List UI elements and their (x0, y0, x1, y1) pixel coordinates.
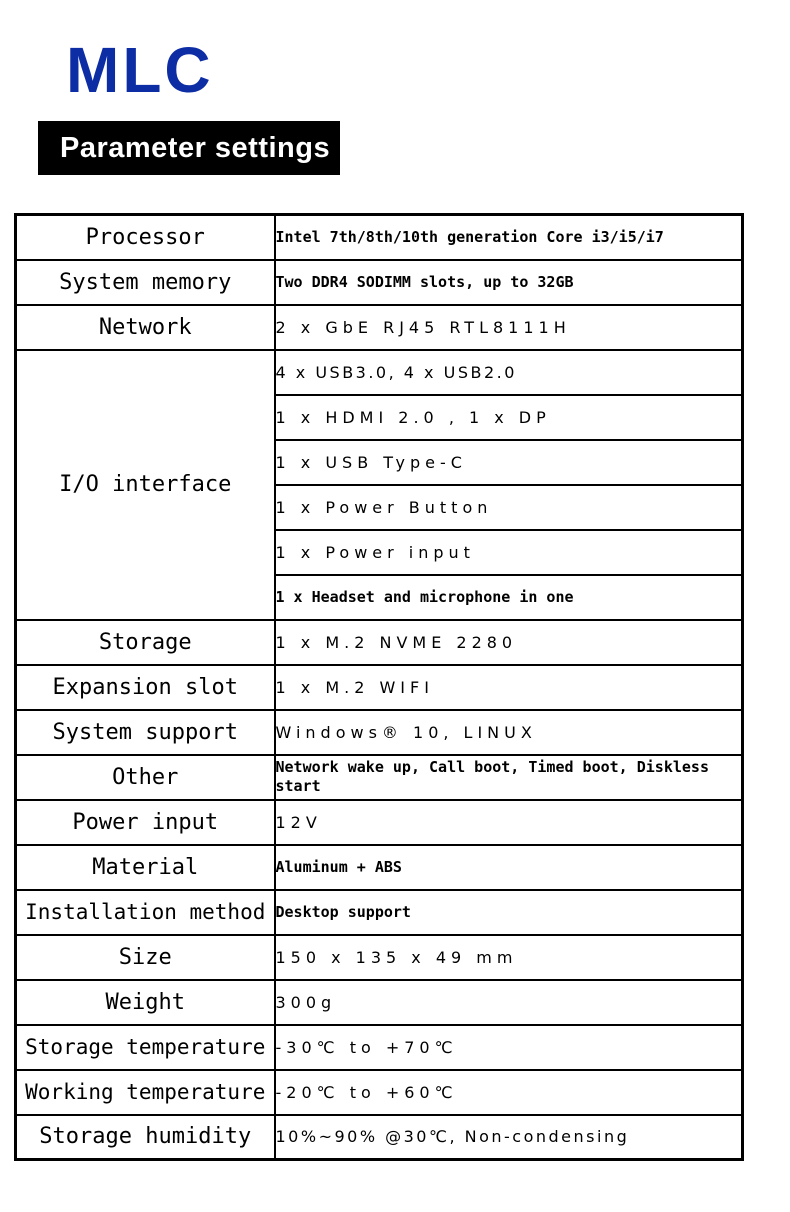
spec-label-processor: Processor (16, 215, 275, 260)
spec-label-storage-temperature: Storage temperature (16, 1025, 275, 1070)
table-row (16, 755, 743, 800)
spec-label-size: Size (16, 935, 275, 980)
spec-value-processor: Intel 7th/8th/10th generation Core i3/i5/i7 (275, 215, 743, 260)
spec-value-io-power-button: 1 x Power Button (275, 485, 743, 530)
spec-table (14, 213, 744, 1161)
spec-value-io-hdmi-dp: 1 x HDMI 2.0 , 1 x DP (275, 395, 743, 440)
spec-value-io-headset: 1 x Headset and microphone in one (275, 575, 743, 620)
spec-value-io-power-input: 1 x Power input (275, 530, 743, 575)
section-title-banner: Parameter settings (38, 121, 340, 175)
brand-logo: MLC (66, 34, 214, 106)
table-row (16, 980, 743, 1025)
spec-value-storage-temperature: -30℃ to +70℃ (275, 1025, 743, 1070)
spec-value-io-usb: 4 x USB3.0, 4 x USB2.0 (275, 350, 743, 395)
spec-label-network: Network (16, 305, 275, 350)
spec-value-network: 2 x GbE RJ45 RTL8111H (275, 305, 743, 350)
spec-label-power-input: Power input (16, 800, 275, 845)
spec-label-system-support: System support (16, 710, 275, 755)
spec-value-other: Network wake up, Call boot, Timed boot, Diskless start (275, 755, 743, 800)
table-row (16, 935, 743, 980)
spec-value-installation-method: Desktop support (275, 890, 743, 935)
table-row (16, 350, 743, 395)
table-row (16, 800, 743, 845)
table-row (16, 845, 743, 890)
spec-value-storage-humidity: 10%~90% @30℃, Non-condensing (275, 1115, 743, 1160)
spec-label-system-memory: System memory (16, 260, 275, 305)
table-row (16, 890, 743, 935)
spec-label-storage-humidity: Storage humidity (16, 1115, 275, 1160)
spec-label-weight: Weight (16, 980, 275, 1025)
spec-label-installation-method: Installation method (16, 890, 275, 935)
table-row (16, 665, 743, 710)
table-row (16, 305, 743, 350)
table-row (16, 710, 743, 755)
table-row (16, 1025, 743, 1070)
spec-value-power-input: 12V (275, 800, 743, 845)
spec-value-weight: 300g (275, 980, 743, 1025)
spec-value-io-usb-type-c: 1 x USB Type-C (275, 440, 743, 485)
spec-label-working-temperature: Working temperature (16, 1070, 275, 1115)
spec-label-io-interface: I/O interface (16, 350, 275, 620)
table-row (16, 620, 743, 665)
spec-value-size: 150 x 135 x 49 mm (275, 935, 743, 980)
spec-value-system-support: Windows® 10, LINUX (275, 710, 743, 755)
table-row (16, 1070, 743, 1115)
table-row (16, 215, 743, 260)
spec-value-system-memory: Two DDR4 SODIMM slots, up to 32GB (275, 260, 743, 305)
spec-value-working-temperature: -20℃ to +60℃ (275, 1070, 743, 1115)
spec-label-storage: Storage (16, 620, 275, 665)
spec-label-material: Material (16, 845, 275, 890)
spec-value-expansion-slot: 1 x M.2 WIFI (275, 665, 743, 710)
spec-value-storage: 1 x M.2 NVME 2280 (275, 620, 743, 665)
spec-value-material: Aluminum + ABS (275, 845, 743, 890)
spec-label-expansion-slot: Expansion slot (16, 665, 275, 710)
table-row (16, 1115, 743, 1160)
table-row (16, 260, 743, 305)
spec-label-other: Other (16, 755, 275, 800)
